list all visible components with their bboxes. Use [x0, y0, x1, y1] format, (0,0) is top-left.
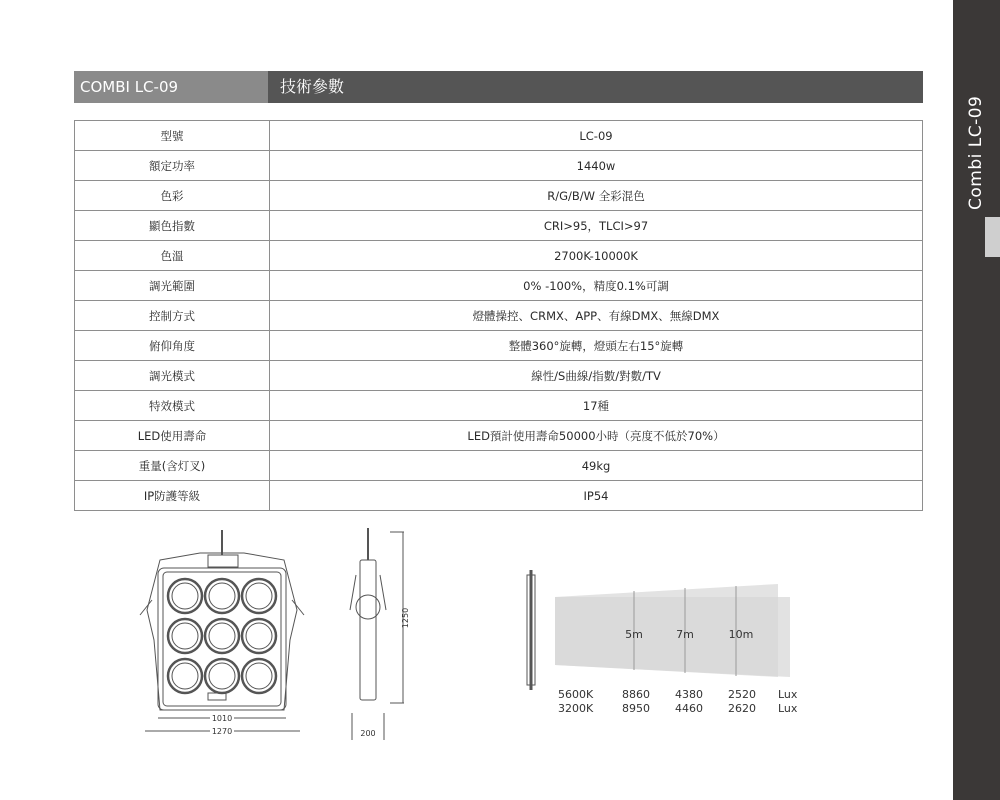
spec-row: [75, 241, 923, 271]
lux-value: 4380: [675, 688, 703, 701]
spec-row: [75, 331, 923, 361]
lens-ring: [205, 579, 239, 613]
lens-inner: [246, 663, 272, 689]
product-drawings: [0, 520, 950, 760]
lux-unit: Lux: [778, 702, 798, 715]
model-header: COMBI LC-09: [74, 71, 268, 103]
spec-value: 17種: [270, 391, 923, 421]
lens-ring: [205, 619, 239, 653]
lux-cct: 5600K: [558, 688, 594, 701]
section-header: 技術參數: [268, 71, 923, 103]
spec-value: 線性/S曲線/指數/對數/TV: [270, 361, 923, 391]
spec-label: 顯色指數: [75, 211, 270, 241]
distance-label: 7m: [676, 628, 694, 641]
spec-value: LED預計使用壽命50000小時（亮度不低於70%）: [270, 421, 923, 451]
lux-value: 8860: [622, 688, 650, 701]
spec-label: LED使用壽命: [75, 421, 270, 451]
front-view-drawing: [140, 530, 304, 731]
lens-inner: [172, 583, 198, 609]
side-title: Combi LC-09: [966, 95, 986, 210]
lux-table: [558, 688, 798, 715]
spec-value: 49kg: [270, 451, 923, 481]
lux-cct: 3200K: [558, 702, 594, 715]
spec-label: 額定功率: [75, 151, 270, 181]
spec-label: 型號: [75, 121, 270, 151]
side-view-drawing: [350, 528, 404, 740]
spec-label: 調光範圍: [75, 271, 270, 301]
distance-label: 5m: [625, 628, 643, 641]
spec-row: [75, 391, 923, 421]
lux-value: 2520: [728, 688, 756, 701]
distance-label: 10m: [728, 628, 754, 641]
lens-inner: [172, 623, 198, 649]
lens-ring: [242, 619, 276, 653]
dimension-depth: 200: [360, 729, 376, 738]
spec-value: CRI>95，TLCI>97: [270, 211, 923, 241]
spec-row: [75, 271, 923, 301]
lens-inner: [209, 623, 235, 649]
spec-row: [75, 151, 923, 181]
spec-value: 燈體操控、CRMX、APP、有線DMX、無線DMX: [270, 301, 923, 331]
spec-label: 控制方式: [75, 301, 270, 331]
spec-value: 整體360°旋轉，燈頭左右15°旋轉: [270, 331, 923, 361]
lux-value: 4460: [675, 702, 703, 715]
lens-ring: [168, 579, 202, 613]
spec-value: 1440w: [270, 151, 923, 181]
lux-value: 2620: [728, 702, 756, 715]
spec-table: [74, 120, 923, 511]
lens-inner: [246, 583, 272, 609]
spec-value: IP54: [270, 481, 923, 511]
lens-inner: [209, 663, 235, 689]
lens-ring: [242, 579, 276, 613]
lens-inner: [246, 623, 272, 649]
spec-row: [75, 361, 923, 391]
spec-value: LC-09: [270, 121, 923, 151]
spec-value: R/G/B/W 全彩混色: [270, 181, 923, 211]
lux-unit: Lux: [778, 688, 798, 701]
spec-label: 俯仰角度: [75, 331, 270, 361]
lens-ring: [168, 659, 202, 693]
spec-row: [75, 301, 923, 331]
lux-value: 8950: [622, 702, 650, 715]
lens-inner: [172, 663, 198, 689]
spec-row: [75, 421, 923, 451]
side-marker: [985, 217, 1000, 257]
lens-inner: [209, 583, 235, 609]
dimension-height: 1250: [401, 607, 410, 629]
lens-ring: [168, 619, 202, 653]
spec-row: [75, 211, 923, 241]
spec-value: 0% -100%，精度0.1%可調: [270, 271, 923, 301]
spec-label: 重量(含灯叉): [75, 451, 270, 481]
lens-ring: [205, 659, 239, 693]
spec-label: 特效模式: [75, 391, 270, 421]
dimension-outer-width: 1270: [211, 727, 233, 736]
spec-label: 色溫: [75, 241, 270, 271]
spec-row: [75, 181, 923, 211]
spec-row: [75, 481, 923, 511]
spec-row: [75, 451, 923, 481]
spec-label: 色彩: [75, 181, 270, 211]
lens-ring: [242, 659, 276, 693]
spec-value: 2700K-10000K: [270, 241, 923, 271]
spec-label: IP防護等級: [75, 481, 270, 511]
dimension-inner-width: 1010: [211, 714, 233, 723]
spec-row: [75, 121, 923, 151]
spec-label: 調光模式: [75, 361, 270, 391]
